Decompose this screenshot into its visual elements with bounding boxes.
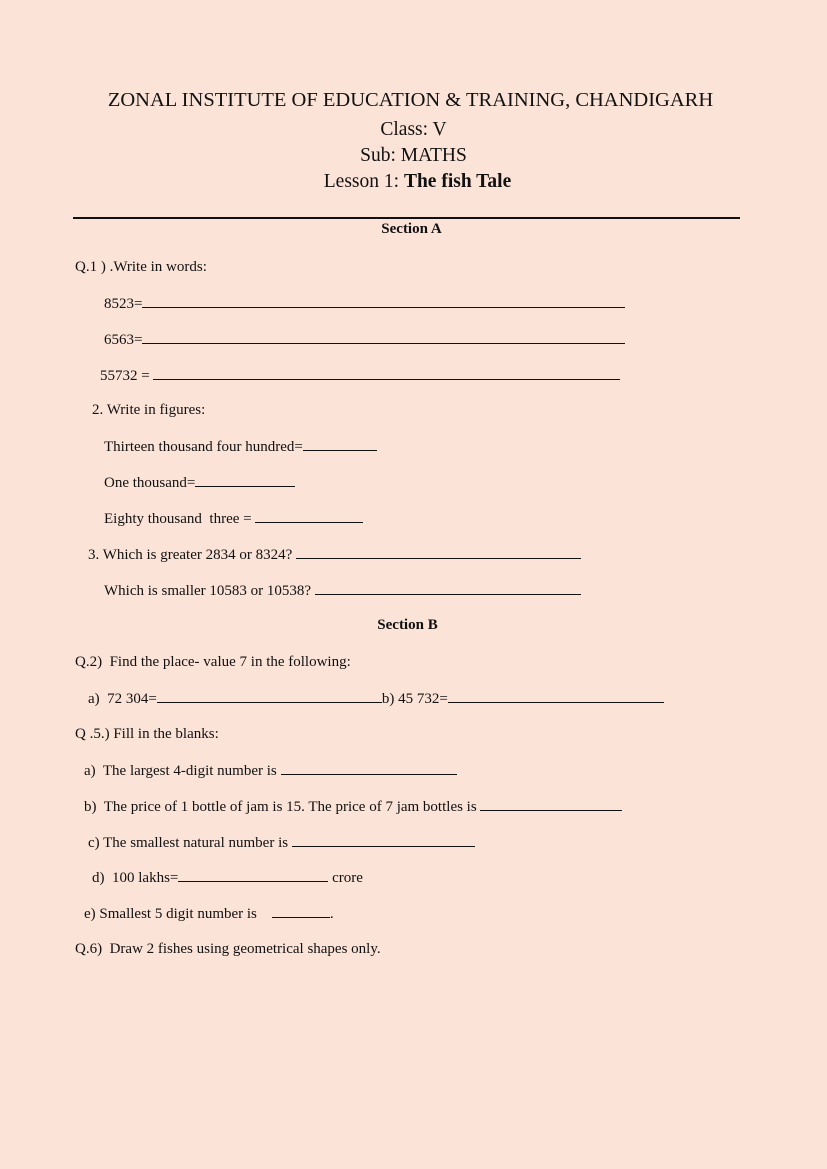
lesson-heading xyxy=(4,171,827,193)
answer-blank[interactable] xyxy=(157,689,382,703)
answer-blank[interactable] xyxy=(153,366,620,380)
q2-item-1 xyxy=(104,437,377,456)
q3-text: 3. Which is greater 2834 or 8324? xyxy=(88,547,297,563)
class-label: Class: V xyxy=(380,119,447,140)
qb2-items xyxy=(88,689,664,708)
q5-item-e xyxy=(84,904,334,923)
q1-item-1 xyxy=(104,294,625,313)
section-b-title: Section B xyxy=(377,617,438,633)
q1-item-3 xyxy=(100,366,620,385)
q1-item-text: 6563= xyxy=(104,332,143,348)
answer-blank[interactable] xyxy=(142,330,625,344)
q5-item-text: b) The price of 1 bottle of jam is 15. The price of 7 jam bottles is xyxy=(84,799,481,815)
answer-blank[interactable] xyxy=(272,904,330,918)
q2-item-2 xyxy=(104,473,295,492)
answer-blank[interactable] xyxy=(281,761,457,775)
answer-blank[interactable] xyxy=(448,689,664,703)
q5-d-suffix: crore xyxy=(328,870,363,886)
q2-label: 2. Write in figures: xyxy=(92,402,206,418)
q2-item-text: Thirteen thousand four hundred= xyxy=(104,439,303,455)
q1-item-text: 8523= xyxy=(104,296,143,312)
answer-blank[interactable] xyxy=(292,833,475,847)
subject-label: Sub: MATHS xyxy=(360,145,467,166)
qb2-a-text: a) 72 304= xyxy=(88,691,157,707)
q3-item-1 xyxy=(88,545,581,564)
q5-item-a xyxy=(84,761,457,780)
q5-item-text: a) The largest 4-digit number is xyxy=(84,763,281,779)
q5-label: Q .5.) Fill in the blanks: xyxy=(75,726,219,742)
answer-blank[interactable] xyxy=(296,545,581,559)
q5-item-d xyxy=(92,868,363,887)
q1-item-2 xyxy=(104,330,625,349)
answer-blank[interactable] xyxy=(142,294,625,308)
section-a-title: Section A xyxy=(381,221,442,237)
institute-title: ZONAL INSTITUTE OF EDUCATION & TRAINING, CHANDIGARH xyxy=(107,89,714,111)
q5-item-text: d) 100 lakhs= xyxy=(92,870,179,886)
q5-item-c xyxy=(88,833,475,852)
answer-blank[interactable] xyxy=(315,581,581,595)
q5-item-b xyxy=(84,797,622,816)
qb2-b-text: b) 45 732= xyxy=(381,691,448,707)
q2-item-3 xyxy=(104,509,363,528)
lesson-prefix: Lesson 1: xyxy=(323,171,404,192)
answer-blank[interactable] xyxy=(255,509,363,523)
q5-e-suffix: . xyxy=(329,906,334,922)
q6-label: Q.6) Draw 2 fishes using geometrical shapes only. xyxy=(75,941,381,957)
answer-blank[interactable] xyxy=(480,797,622,811)
q1-item-text: 55732 = xyxy=(100,368,154,384)
q3-item-2 xyxy=(104,581,581,600)
q3-text: Which is smaller 10583 or 10538? xyxy=(104,583,315,599)
answer-blank[interactable] xyxy=(178,868,328,882)
qb2-label: Q.2) Find the place- value 7 in the following: xyxy=(75,654,351,670)
q5-item-text: c) The smallest natural number is xyxy=(88,835,292,851)
header-divider xyxy=(73,217,740,219)
q5-item-text: e) Smallest 5 digit number is xyxy=(84,906,272,922)
q2-item-text: Eighty thousand three = xyxy=(104,511,256,527)
answer-blank[interactable] xyxy=(195,473,295,487)
q2-item-text: One thousand= xyxy=(104,475,196,491)
answer-blank[interactable] xyxy=(303,437,377,451)
lesson-title: The fish Tale xyxy=(403,171,512,192)
q1-label: Q.1 ) .Write in words: xyxy=(75,259,207,275)
